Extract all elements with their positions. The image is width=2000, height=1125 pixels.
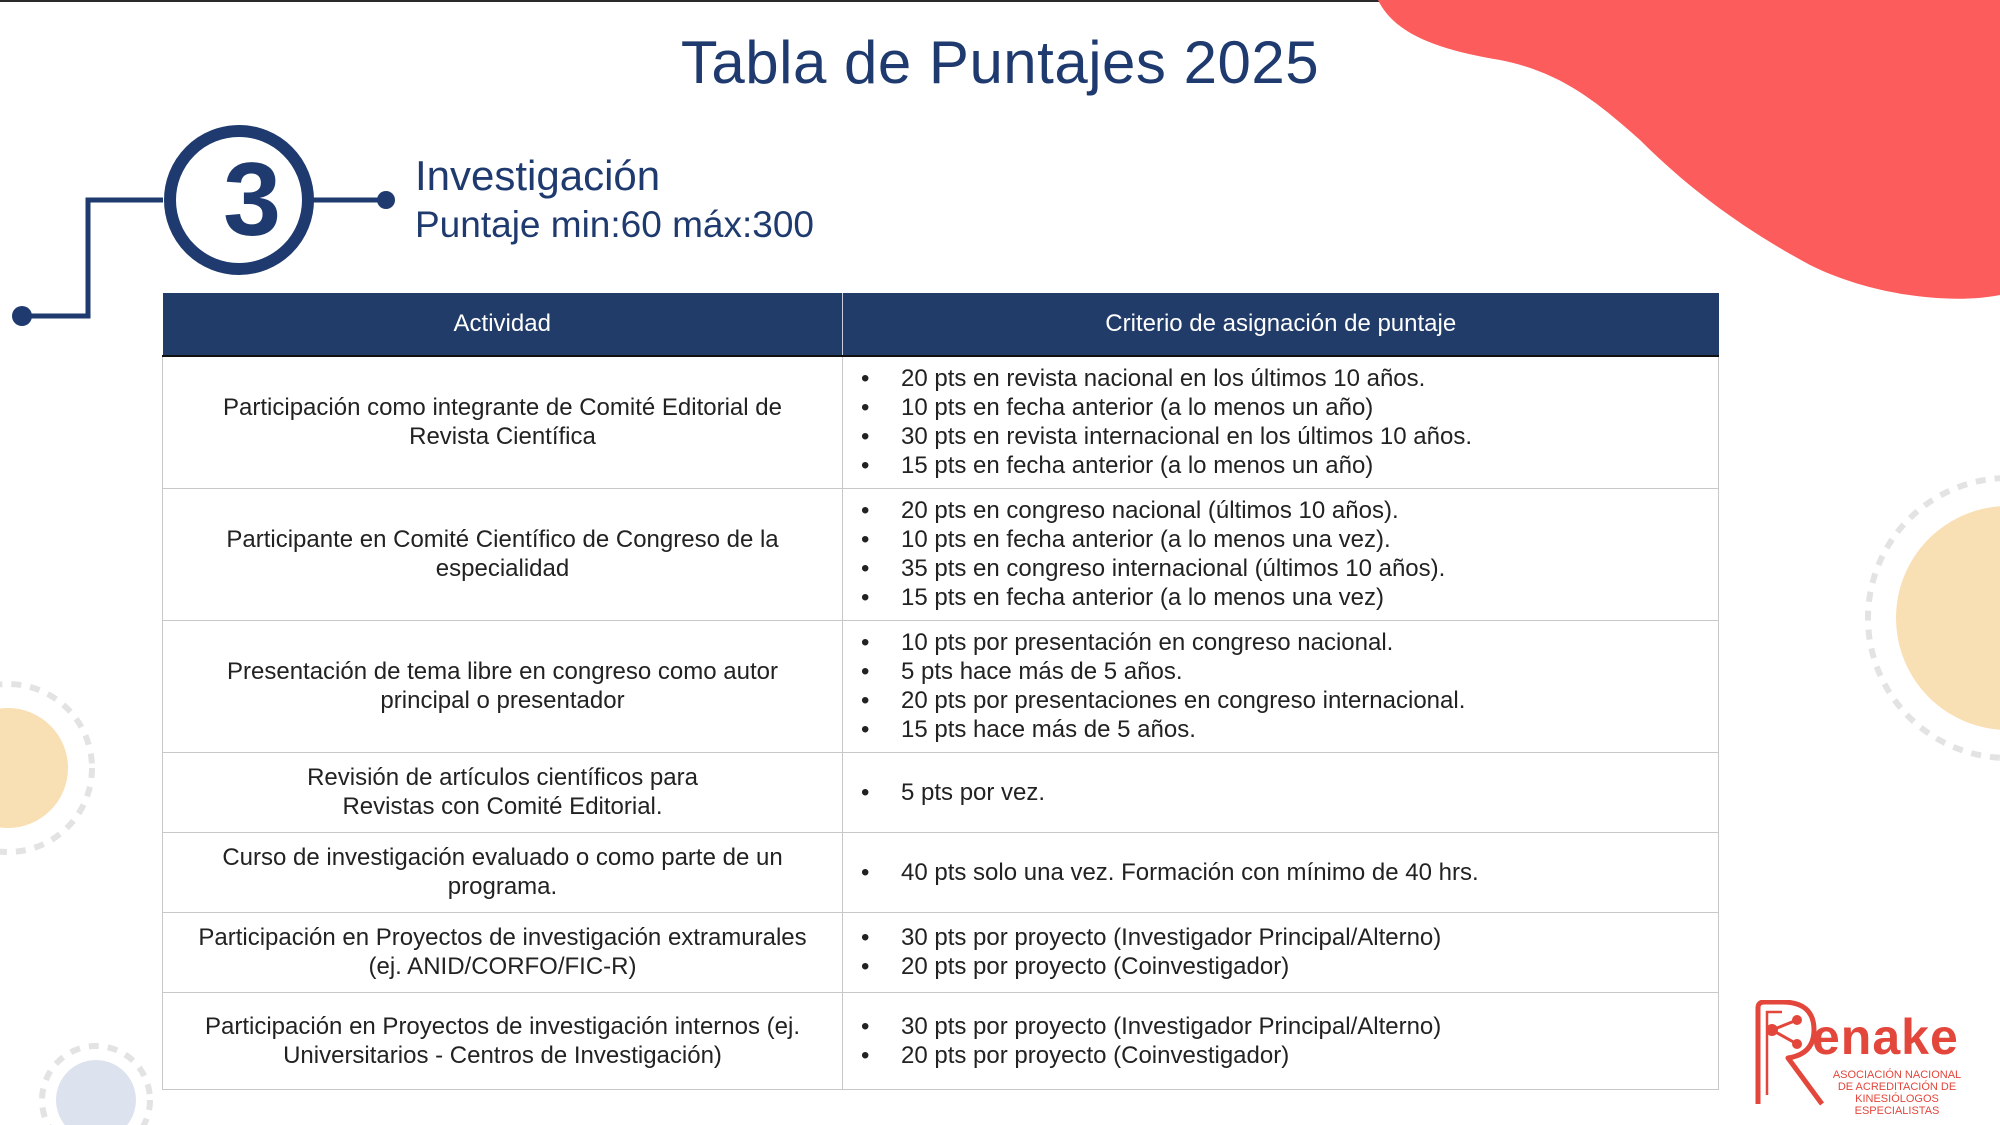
criteria-cell bbox=[843, 992, 1719, 1089]
table-row bbox=[163, 752, 1719, 832]
activity-line: principal o presentador bbox=[380, 687, 625, 714]
criteria-cell bbox=[843, 356, 1719, 488]
criteria-cell bbox=[843, 912, 1719, 992]
table-row bbox=[163, 488, 1719, 620]
page-title: Tabla de Puntajes 2025 bbox=[680, 29, 1320, 96]
criteria-cell bbox=[843, 752, 1719, 832]
criteria-item: • 10 pts en fecha anterior (a lo menos un año) bbox=[861, 393, 1708, 422]
activity-line: Participación en Proyectos de investigación extramurales bbox=[198, 924, 807, 951]
renake-logo bbox=[1752, 1000, 1982, 1117]
criteria-item: • 10 pts en fecha anterior (a lo menos una vez). bbox=[861, 525, 1708, 554]
activity-cell bbox=[163, 356, 843, 488]
header-activity: Actividad bbox=[163, 293, 843, 356]
activity-line: Participación como integrante de Comité Editorial de bbox=[223, 394, 782, 422]
activity-cell bbox=[163, 488, 843, 620]
activity-line: Curso de investigación evaluado o como parte de un bbox=[222, 844, 783, 871]
criteria-item: • 15 pts en fecha anterior (a lo menos un año) bbox=[861, 451, 1708, 480]
activity-line: Presentación de tema libre en congreso como autor bbox=[227, 658, 778, 685]
activity-cell bbox=[163, 912, 843, 992]
activity-line: Universitarios - Centros de Investigación) bbox=[283, 1041, 722, 1069]
decor-circle-left bbox=[0, 708, 68, 828]
table-row bbox=[163, 620, 1719, 752]
activity-line: Revista Científica bbox=[409, 423, 596, 451]
criteria-item: • 35 pts en congreso internacional (últimos 10 años). bbox=[861, 554, 1708, 583]
table-header-row bbox=[163, 293, 1719, 356]
activity-line: programa. bbox=[447, 873, 558, 900]
activity-line: Revisión de artículos científicos para bbox=[307, 764, 698, 791]
criteria-item: • 30 pts por proyecto (Investigador Principal/Alterno) bbox=[861, 923, 1708, 952]
section-number: 3 bbox=[223, 142, 281, 258]
activity-line: (ej. ANID/CORFO/FIC-R) bbox=[368, 953, 637, 980]
criteria-item: • 20 pts en revista nacional en los últimos 10 años. bbox=[861, 364, 1708, 393]
activity-cell bbox=[163, 832, 843, 912]
criteria-item: • 30 pts por proyecto (Investigador Principal/Alterno) bbox=[861, 1012, 1708, 1041]
connector-dot-left bbox=[12, 306, 32, 326]
logo-wordmark: enake bbox=[1812, 1009, 1959, 1065]
activity-line: Participación en Proyectos de investigación internos (ej. bbox=[205, 1012, 800, 1040]
criteria-cell bbox=[843, 620, 1719, 752]
section-connector bbox=[22, 200, 163, 316]
table-row bbox=[163, 912, 1719, 992]
criteria-item: • 5 pts hace más de 5 años. bbox=[861, 657, 1708, 686]
criteria-item: • 20 pts en congreso nacional (últimos 10 años). bbox=[861, 496, 1708, 525]
section-name: Investigación bbox=[415, 152, 661, 199]
criteria-item: • 5 pts por vez. bbox=[861, 778, 1708, 807]
criteria-cell bbox=[843, 488, 1719, 620]
decor-circle-right bbox=[1896, 506, 2000, 730]
header-criteria: Criterio de asignación de puntaje bbox=[843, 293, 1719, 356]
activity-line: Participante en Comité Científico de Congreso de la bbox=[226, 526, 779, 553]
scores-table bbox=[162, 293, 1719, 1090]
activity-cell bbox=[163, 752, 843, 832]
activity-line: Revistas con Comité Editorial. bbox=[342, 793, 663, 820]
activity-line: especialidad bbox=[435, 555, 570, 582]
criteria-item: • 10 pts por presentación en congreso nacional. bbox=[861, 628, 1708, 657]
criteria-cell bbox=[843, 832, 1719, 912]
criteria-item: • 30 pts en revista internacional en los últimos 10 años. bbox=[861, 422, 1708, 451]
criteria-item: • 20 pts por proyecto (Coinvestigador) bbox=[861, 1041, 1708, 1070]
activity-cell bbox=[163, 620, 843, 752]
table-row bbox=[163, 992, 1719, 1089]
criteria-item: • 15 pts en fecha anterior (a lo menos una vez) bbox=[861, 583, 1708, 612]
table-row bbox=[163, 832, 1719, 912]
criteria-item: • 20 pts por proyecto (Coinvestigador) bbox=[861, 952, 1708, 981]
activity-cell bbox=[163, 992, 843, 1089]
logo-subtitle: ASOCIACIÓN NACIONAL DE ACREDITACIÓN DE KINESIÓLOGOS ESPECIALISTAS bbox=[1832, 1069, 1962, 1117]
connector-dot-right bbox=[377, 191, 395, 209]
criteria-item: • 20 pts por presentaciones en congreso internacional. bbox=[861, 686, 1708, 715]
criteria-item: • 15 pts hace más de 5 años. bbox=[861, 715, 1708, 744]
criteria-item: • 40 pts solo una vez. Formación con mínimo de 40 hrs. bbox=[861, 858, 1708, 887]
section-score-range: Puntaje min:60 máx:300 bbox=[415, 204, 815, 245]
table-row bbox=[163, 356, 1719, 488]
decor-circle-bottom bbox=[56, 1060, 136, 1125]
